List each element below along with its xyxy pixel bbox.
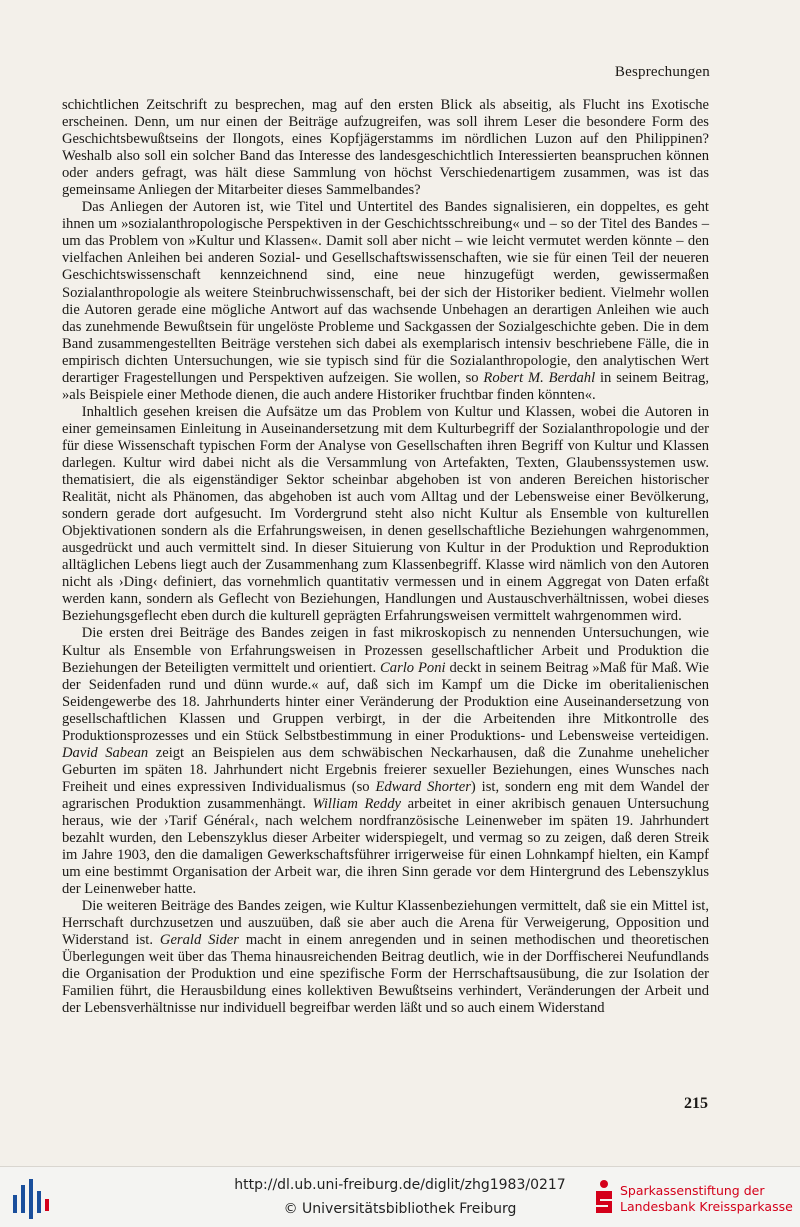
text-segment: Die ersten drei Beiträge des Bandes zeigen in fast mikroskopisch zu nennenden Untersuchungen, wie Kultur als Ensemble von Erfahrungsweisen in Prozessen gesellschaftlicher Arbeit und Produktion die Beziehungen der Beteiligten vermittelt und orientiert. <box>62 625 709 676</box>
page-number: 215 <box>684 1095 708 1112</box>
text-segment: macht in einem anregenden und in seinen methodischen und theoretischen Überlegungen weit über das Thema hinausreichenden Beitrag deutlich, wie in der Dorffischerei Neufundlands die Organisation der Produktion und eine spezifische Form der Herrschaftsausübung, die zur Isolation der Familien führt, die Herausbildung eines kollektiven Bewußtseins verhindert, Veränderungen der Arbeit und der Lebensverhältnisse nur individuell begreifbar werden läßt und so auch einem Widerstand <box>62 932 709 1017</box>
text-segment: arbeitet in einer akribisch genauen Untersuchung heraus, wie der ›Tarif Général‹, nach welchem nordfranzösische Leinenweber im späten 19. Jahrhundert bezahlt wurden, den Lebenszyklus dieser Arbeiter widerspiegelt, und vermag so zu zeigen, daß deren Streik im Jahre 1903, den die damaligen Gewerkschaftsführer irrigerweise für einen Lohnkampf hielten, ein Kampf um eine bestimmt Organisation der Arbeit war, die ihren Sinn gerade vor dem Hintergrund des Lebenszyklus der Leinenweber hatte. <box>62 795 709 898</box>
running-head: Besprechungen <box>614 64 710 80</box>
paragraph <box>62 404 709 626</box>
sponsor-line-2: Landesbank Kreissparkasse <box>620 1199 793 1214</box>
source-url-link[interactable]: http://dl.ub.uni-freiburg.de/diglit/zhg1983/0217 <box>234 1177 566 1193</box>
text-segment: Das Anliegen der Autoren ist, wie Titel und Untertitel des Bandes signalisieren, ein doppeltes, es geht ihnen um »sozialanthropologische Perspektiven in der Geschichtsschreibung« und – so der Titel des Bandes – um das Problem von »Kultur und Klassen«. Damit soll aber nicht – wie leicht vermutet werden könnte – den vielfachen Anleihen bei anderen Sozial- und Gesellschaftswissenschaften, wie sie für einen Teil der neueren Geschichtswissenschaft kennzeichnend sind, eine neue hinzugefügt werden, gewissermaßen Sozialanthropologie als weitere Steinbruchwissenschaft, bei der sich der Historiker bedient. Vielmehr wollen die Autoren gerade eine mögliche Antwort auf das wachsende Unbehagen an derartigen Anleihen wie auch das zunehmende Bewußtsein für ungelöste Probleme und Sackgassen der Sozialgeschichte geben. Die in dem Band zusammengestellten Beiträge verstehen sich dabei als exemplarisch intensiv beschriebene Fälle, die in empirisch dichten Untersuchungen, wie sie typisch sind für die Sozialanthropologie, den analytischen Wert derartiger Fragestellungen und Perspektiven aufzeigen. Sie wollen, so <box>62 199 709 386</box>
text-segment: zeigt an Beispielen aus dem schwäbischen Neckarhausen, daß die Zunahme unehelicher Geburten im späten 18. Jahrhundert nicht Ergebnis freierer sexueller Beziehungen, eines Wunsches nach Freiheit und eines expressiven Individualismus (so <box>62 744 709 795</box>
author-name: Gerald Sider <box>159 932 239 949</box>
author-name: Carlo Poni <box>380 659 446 676</box>
text-segment: in seinem Beitrag, »als Beispiele einer Methode dienen, die auch andere Historiker fruchtbar finden könnten«. <box>62 369 710 403</box>
author-name: William Reddy <box>312 795 401 812</box>
viewer-footer <box>0 1166 800 1227</box>
paragraph <box>62 625 709 898</box>
author-name: David Sabean <box>62 744 149 761</box>
copyright-notice: © Universitätsbibliothek Freiburg <box>283 1201 517 1217</box>
text-segment: ) ist, sondern eng mit dem Wandel der agrarischen Produktion zusammenhängt. <box>62 778 710 812</box>
author-name: Edward Shorter <box>375 778 471 795</box>
article-body <box>62 97 709 1018</box>
text-segment: schichtlichen Zeitschrift zu besprechen, mag auf den ersten Blick als abseitig, als Flucht ins Exotische erscheinen. Denn, um nur einen der Beiträge aufzugreifen, was soll ihrem Leser die besondere Form des Geschichtsbewußtseins der Ilongots, eines Kopfjägerstamms im nördlichen Luzon auf den Philippinen? Weshalb also soll ein solcher Band das Interesse des landesgeschichtlich Interessierten beanspruchen können oder anders gefragt, was hält diese Sammlung von höchst Verschiedenartigem zusammen, was ist das gemeinsame Anliegen der Mitarbeiter dieses Sammelbandes? <box>62 97 709 199</box>
text-segment: Die weiteren Beiträge des Bandes zeigen, wie Kultur Klassenbeziehungen vermittelt, daß sie ein Mittel ist, Herrschaft durchzusetzen und auszuüben, daß sie aber auch die Arena für Verweigerung, Opposition und Widerstand ist. <box>62 898 709 949</box>
sponsor-block <box>594 1179 794 1219</box>
author-name: Robert M. Berdahl <box>483 369 596 386</box>
text-segment: Inhaltlich gesehen kreisen die Aufsätze um das Problem von Kultur und Klassen, wobei die Autoren in einer gemeinsamen Einleitung in Auseinandersetzung mit dem Kulturbegriff der Sozialanthropologie und der für diese Wissenschaft typischen Form der Analyse von Gesellschaften ihren Begriff von Kultur und Klassen darlegen. Kultur wird dabei nicht als die Versammlung von Artefakten, Texten, Glaubenssystemen usw. thematisiert, die als eigenständiger Sektor scheinbar abgehoben ist von anderen Bereichen historischer Realität, nicht als Phänomen, das abgehoben ist auch vom Alltag und der Lebensweise einer Bevölkerung, sondern gerade dort aufgesucht. Im Vordergrund steht also nicht Kultur als Ensemble von kulturellen Objektivationen sondern als die Erfahrungsweisen, in denen gesellschaftliche Beziehungen wahrgenommen, ausgedrückt und auch vermittelt sind. In dieser Situierung von Kultur in der Produktion und Reproduktion alltäglichen Lebens liegt auch der Zusammenhang zum Klassenbegriff. Klasse wird nämlich von den Autoren nicht als ›Ding‹ definiert, das vornehmlich quantitativ vermessen und in einem Aggregat von Daten erfaßt werden kann, sondern als Geflecht von Beziehungen, Handlungen und Austauschverhältnissen, wobei dieses Beziehungsgeflecht eben durch die kulturell geprägten Erfahrungsweisen vermittelt wahrgenommen wird. <box>62 403 709 625</box>
paragraph <box>62 898 709 1017</box>
paragraph <box>62 97 709 199</box>
paragraph <box>62 199 709 404</box>
sponsor-line-1: Sparkassenstiftung der <box>620 1183 765 1198</box>
sparkasse-logo-icon <box>594 1179 614 1219</box>
text-segment: deckt in seinem Beitrag »Maß für Maß. Wie der Seidenfaden rund und dünn wurde.« auf, daß sich im Kampf um die Dicke im oberitalienischen Seidengewerbe des 18. Jahrhunderts hinter einer Veränderung der Produktion eine Auseinandersetzung von gesellschaftlichen Klassen und Gruppen verbirgt, in der die Arbeitenden ihre Mitkontrolle des Produktionsprozesses und ein Stück Selbstbestimmung in einer Produktions- und Lebensweise verteidigen. <box>62 659 709 744</box>
